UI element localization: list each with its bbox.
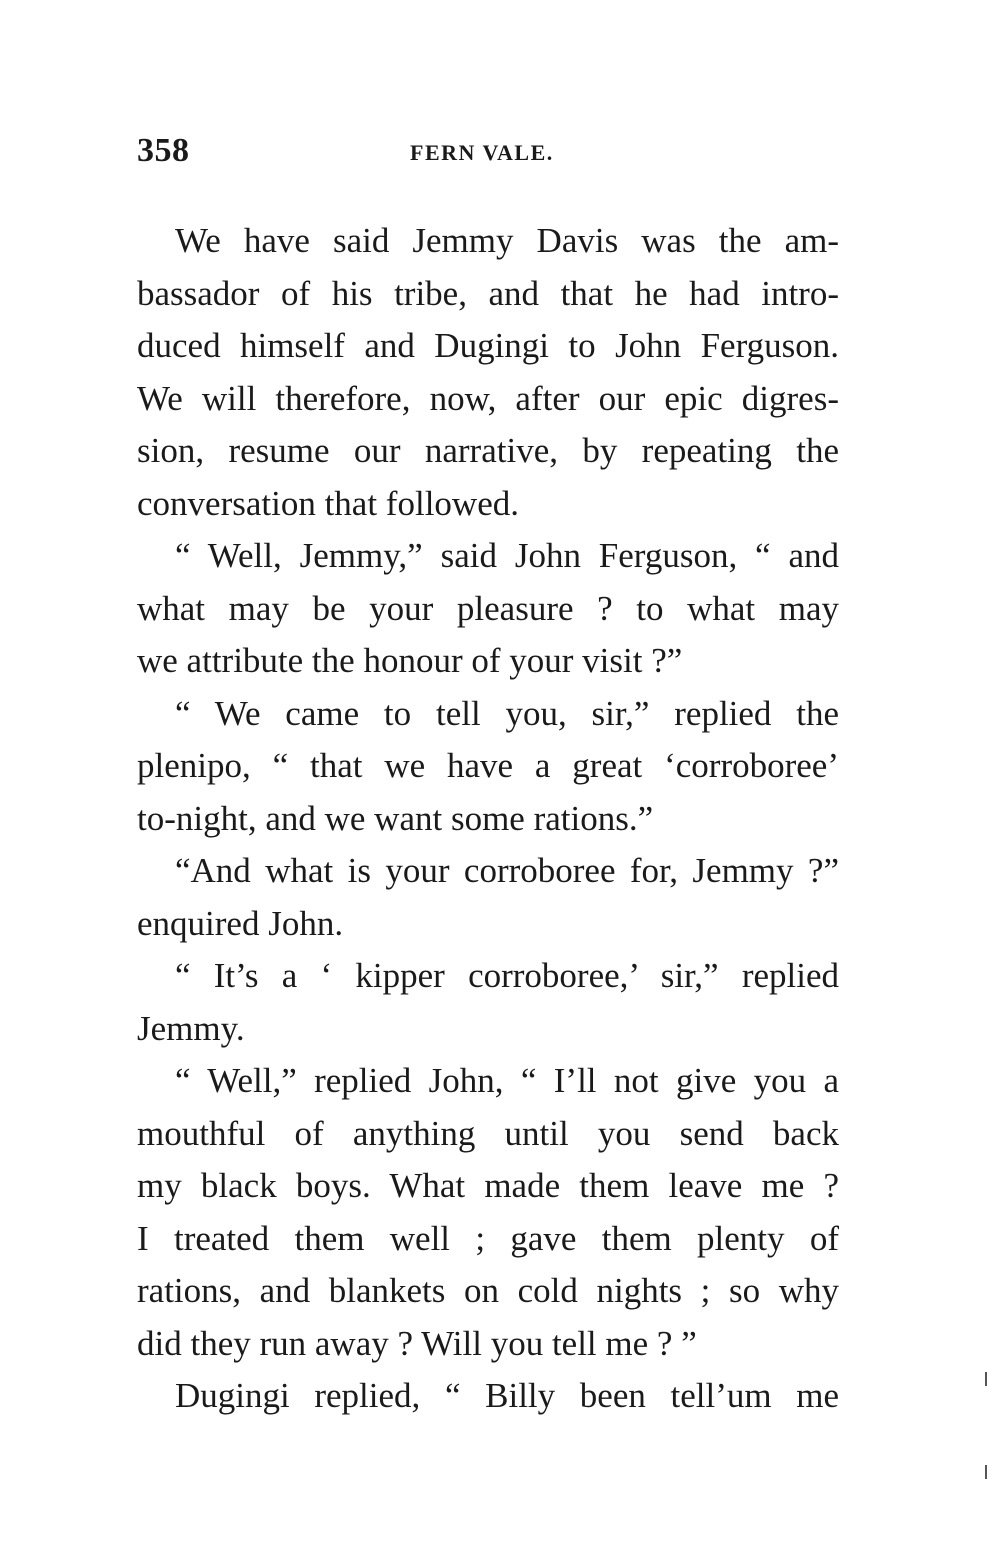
text-line: duced himself and Dugingi to John Ferguson.	[137, 326, 839, 365]
margin-mark	[985, 1465, 987, 1479]
paragraph	[137, 215, 839, 530]
text-line: plenipo, “ that we have a great ‘corroboree’	[137, 746, 839, 785]
text-line: We will therefore, now, after our epic digres-	[137, 378, 839, 418]
paragraph	[137, 1370, 839, 1423]
text-line: Dugingi replied, “ Billy been tell’um me	[175, 1376, 839, 1415]
text-line: enquired John.	[137, 903, 344, 943]
body-text	[137, 215, 839, 1423]
text-line: bassador of his tribe, and that he had intro-	[137, 273, 839, 313]
text-line: “ Well,” replied John, “ I’ll not give you a	[175, 1061, 839, 1100]
text-line: we attribute the honour of your visit ?”	[137, 641, 683, 680]
running-title: FERN VALE.	[410, 140, 554, 165]
paragraph	[137, 688, 839, 846]
text-line: “ We came to tell you, sir,” replied the	[175, 693, 839, 733]
text-line: mouthful of anything until you send back	[137, 1113, 839, 1153]
text-line: did they run away ? Will you tell me ? ”	[137, 1323, 697, 1363]
text-line: Jemmy.	[137, 1008, 245, 1048]
paragraph	[137, 845, 839, 950]
paragraph	[137, 530, 839, 688]
text-line: rations, and blankets on cold nights ; so why	[137, 1271, 839, 1310]
paragraph	[137, 1055, 839, 1370]
text-line: to-night, and we want some rations.”	[137, 798, 654, 838]
text-line: sion, resume our narrative, by repeating the	[137, 431, 839, 470]
text-line: We have said Jemmy Davis was the am-	[175, 221, 839, 260]
text-line: I treated them well ; gave them plenty of	[137, 1218, 839, 1258]
text-line: “ It’s a ‘ kipper corroboree,’ sir,” replied	[175, 956, 839, 995]
text-line: conversation that followed.	[137, 483, 519, 523]
paragraph	[137, 950, 839, 1055]
text-line: my black boys. What made them leave me ?	[137, 1166, 839, 1205]
page-number: 358	[137, 132, 190, 169]
text-line: “And what is your corroboree for, Jemmy ?”	[175, 851, 839, 890]
margin-mark	[985, 1372, 987, 1386]
text-line: what may be your pleasure ? to what may	[137, 588, 839, 628]
text-line: “ Well, Jemmy,” said John Ferguson, “ and	[175, 536, 839, 575]
